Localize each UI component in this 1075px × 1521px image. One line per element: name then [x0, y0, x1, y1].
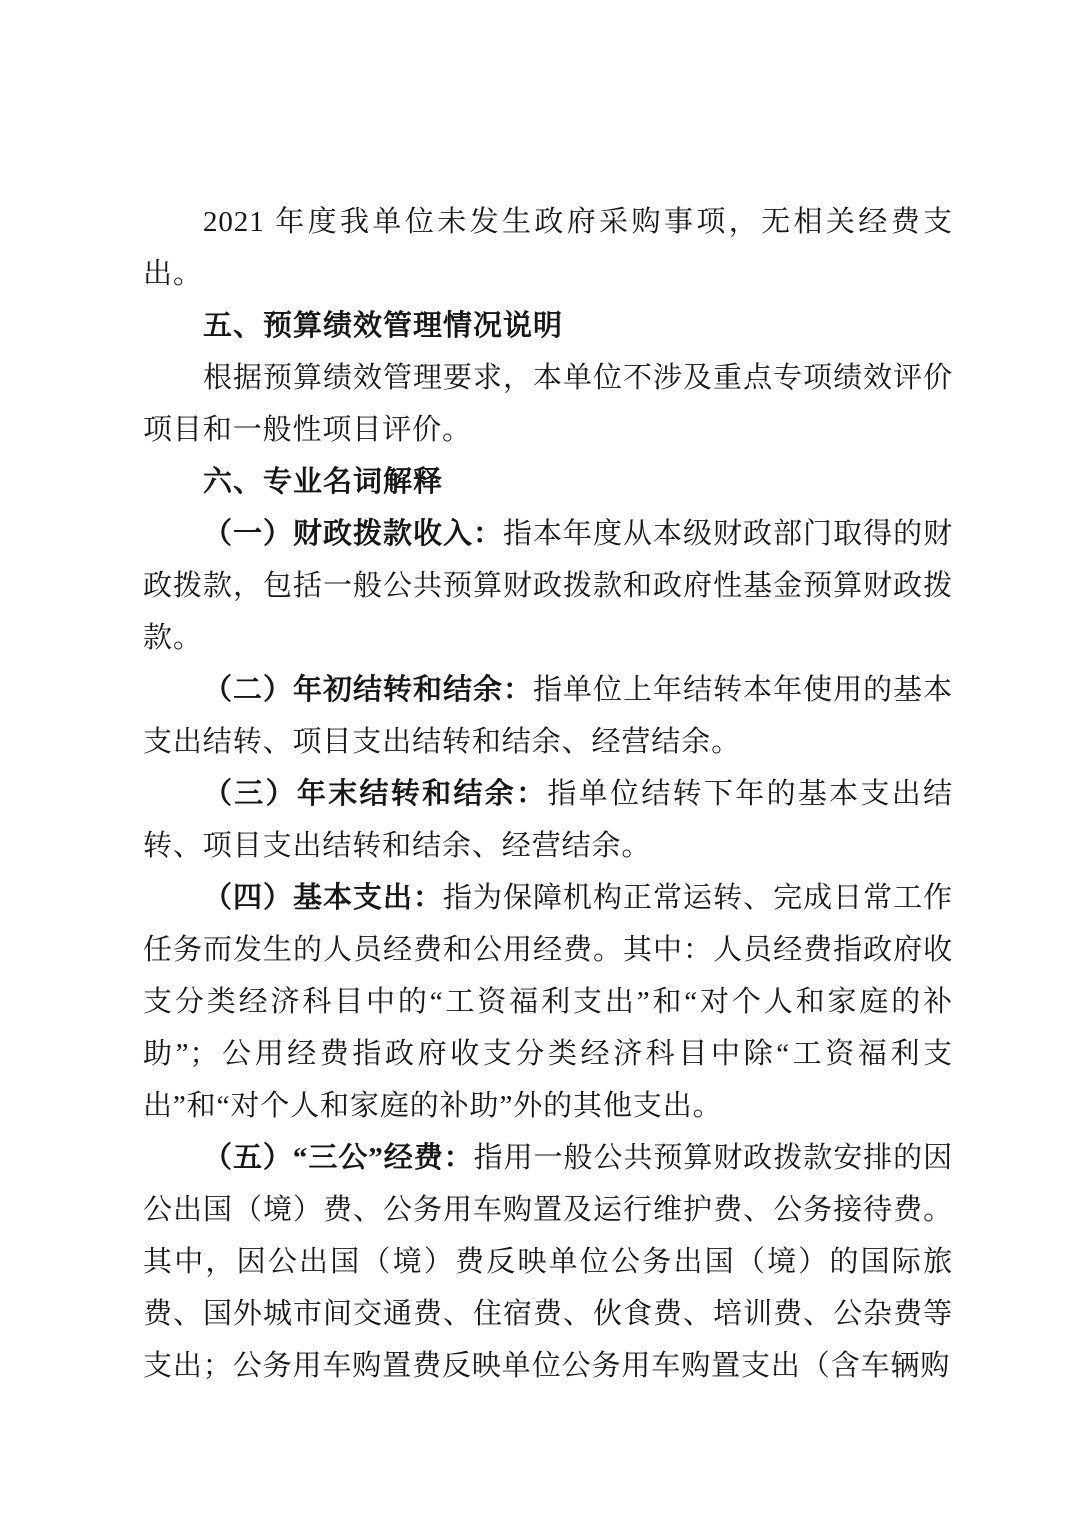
term-label: （四）基本支出： [203, 882, 444, 914]
paragraph-performance-evaluation [143, 352, 953, 456]
term-definition-three-public-funds [143, 1132, 953, 1392]
term-text: 指用一般公共预算财政拨款安排的因公出国（境）费、公务用车购置及运行维护费、公务接待费。其中，因公出国（境）费反映单位公务出国（境）的国际旅费、国外城市间交通费、住宿费、伙食费、培训费、公杂费等支出；公务用车购置费反映单位公务用车购置支出（含车辆购 [143, 1142, 953, 1382]
heading-text: 五、预算绩效管理情况说明 [203, 310, 564, 342]
term-text: 指本年度从本级财政部门取得的财政拨款，包括一般公共预算财政拨款和政府性基金预算财政拨款。 [143, 518, 953, 654]
term-label: （五）“三公”经费： [203, 1142, 474, 1174]
paragraph-text: 2021 年度我单位未发生政府采购事项，无相关经费支出。 [143, 206, 953, 290]
heading-text: 六、专业名词解释 [203, 466, 444, 498]
term-definition-fiscal-appropriation-income [143, 508, 953, 664]
term-text: 指单位上年结转本年使用的基本支出结转、项目支出结转和结余、经营结余。 [143, 674, 953, 758]
term-text: 指单位结转下年的基本支出结转、项目支出结转和结余、经营结余。 [143, 778, 954, 862]
heading-section-five-performance [143, 300, 953, 352]
paragraph-procurement-note [143, 196, 953, 300]
term-definition-beginning-year-carryover [143, 664, 953, 768]
term-label: （三）年末结转和结余： [203, 778, 548, 810]
term-text: 指为保障机构正常运转、完成日常工作任务而发生的人员经费和公用经费。其中：人员经费指政府收支分类经济科目中的“工资福利支出”和“对个人和家庭的补助”；公用经费指政府收支分类经济科目中除“工资福利支出”和“对个人和家庭的补助”外的其他支出。 [143, 882, 953, 1122]
term-label: （一）财政拨款收入： [203, 518, 504, 550]
term-label: （二）年初结转和结余： [203, 674, 534, 706]
paragraph-text: 根据预算绩效管理要求，本单位不涉及重点专项绩效评价项目和一般性项目评价。 [143, 362, 953, 446]
term-definition-year-end-carryover [143, 768, 953, 872]
heading-section-six-glossary [143, 456, 953, 508]
term-definition-basic-expenditure [143, 872, 953, 1132]
